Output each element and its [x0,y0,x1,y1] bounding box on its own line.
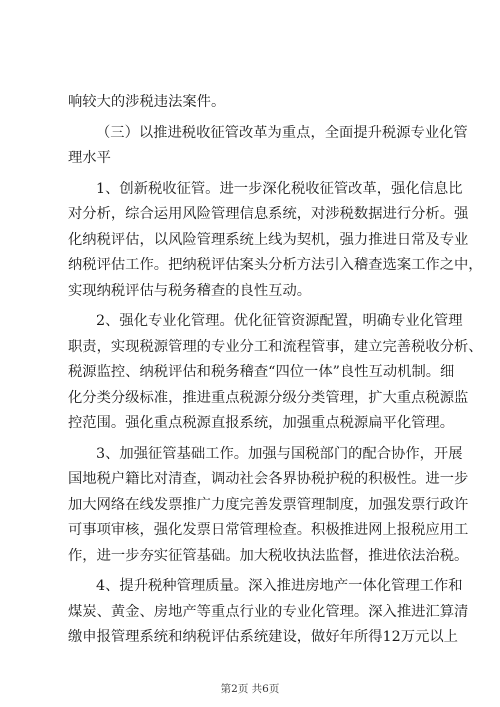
text-line: 化分类分级标准，推进重点税源分级分类管理，扩大重点税源监 [68,389,469,406]
text-line: 税源监控、纳税评估和税务稽查“四位一体”良性互动机制。细 [68,364,455,380]
text-line: 煤炭、黄金、房地产等重点行业的专业化管理。深入推进汇算清 [68,603,469,620]
text-line: 职责，实现税源管理的专业分工和流程管事，建立完善税收分析、 [68,338,483,355]
text-line: 加大网络在线发票推广力度完善发票管理制度，加强发票行政许 [68,496,469,513]
page-number-footer: 第2页 共6页 [220,683,280,695]
text-line: 响较大的涉税违法案件。 [68,94,226,110]
text-line: 控范围。强化重点税源直报系统，加强重点税源扁平化管理。 [68,415,455,431]
paragraph-start: 2、强化专业化管理。优化征管资源配置，明确专业化管理 [96,313,463,329]
section-heading: （三）以推进税收征管改革为重点，全面提升税源专业化管 [96,124,468,141]
text-line: 实现纳税评估与税务稽查的良性互动。 [68,282,312,299]
paragraph-start: 3、加强征管基础工作。加强与国税部门的配合协作，开展 [96,445,463,462]
paragraph-start: 4、提升税种管理质量。深入推进房地产一体化管理工作和 [96,578,463,594]
text-line: 化纳税评估，以风险管理系统上线为契机，强力推进日常及专业 [68,231,469,248]
paragraph-start: 1、创新税收征管。进一步深化税收征管改革，强化信息比 [96,180,463,197]
text-line: 缴申报管理系统和纳税评估系统建设，做好年所得12万元以上 [68,629,458,645]
text-line: 作，进一步夯实征管基础。加大税收执法监督，推进依法治税。 [68,547,469,564]
text-line: 可事项审核，强化发票日常管理检查。积极推进网上报税应用工 [68,522,469,538]
text-line: 纳税评估工作。把纳税评估案头分析方法引入稽查选案工作之中， [68,257,483,273]
text-line: 国地税户籍比对清查，调动社会各界协税护税的积极性。进一步 [68,471,469,487]
text-line: 理水平 [68,150,111,166]
document-body [68,90,483,651]
text-line: 对分析，综合运用风险管理信息系统，对涉税数据进行分析。强 [68,206,469,222]
